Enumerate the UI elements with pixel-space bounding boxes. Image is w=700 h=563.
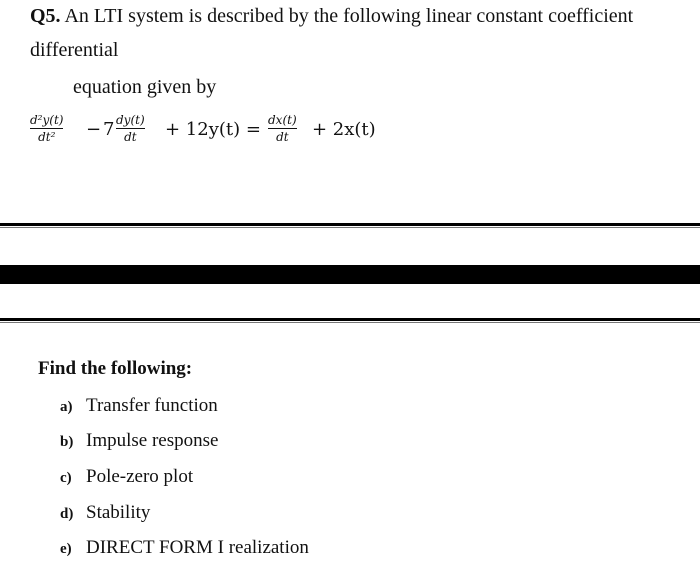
list-item-text: Stability (86, 502, 151, 523)
fraction-bar (268, 128, 297, 129)
fraction-dy-dt (116, 113, 145, 144)
fraction-dx-dt (268, 113, 297, 144)
fraction-bar (30, 128, 63, 129)
divider-top (0, 223, 700, 226)
list-item (60, 465, 193, 490)
question-line-1 (30, 4, 633, 28)
list-item-label: a) (60, 399, 73, 415)
fraction-denominator: dt² (38, 130, 56, 144)
question-line-2: differential (30, 39, 119, 61)
list-item-text: Pole-zero plot (86, 466, 194, 487)
coefficient-7: 7 (103, 119, 115, 140)
term-2x: + 2x(t) (312, 119, 376, 140)
list-item-label: e) (60, 541, 72, 557)
list-item (60, 394, 218, 419)
fraction-numerator: dy(t) (116, 113, 145, 127)
divider-thick (0, 265, 700, 284)
list-item-text: DIRECT FORM I realization (86, 537, 309, 558)
fraction-bar (116, 128, 145, 129)
fraction-denominator: dt (276, 130, 289, 144)
divider-bottom-shadow (0, 322, 700, 323)
list-item-label: b) (60, 434, 74, 450)
list-item (60, 429, 218, 454)
fraction-d2y-dt2 (30, 113, 63, 144)
fraction-denominator: dt (124, 130, 137, 144)
minus-sign: − (86, 119, 102, 140)
fraction-numerator: d²y(t) (30, 113, 64, 127)
list-item-text: Impulse response (86, 430, 219, 451)
question-text: An LTI system is described by the following linear constant coefficient (64, 5, 634, 27)
list-item-label: d) (60, 506, 74, 522)
list-item (60, 501, 150, 526)
list-item-label: c) (60, 470, 72, 486)
list-item (60, 536, 309, 561)
find-title: Find the following: (38, 358, 193, 379)
divider-bottom (0, 318, 700, 321)
divider-top-shadow (0, 227, 700, 228)
term-12y-equals: + 12y(t) = (165, 119, 261, 140)
fraction-numerator: dx(t) (268, 113, 297, 127)
question-line-3: equation given by (73, 76, 217, 98)
question-label: Q5. (30, 5, 61, 27)
list-item-text: Transfer function (86, 395, 218, 416)
